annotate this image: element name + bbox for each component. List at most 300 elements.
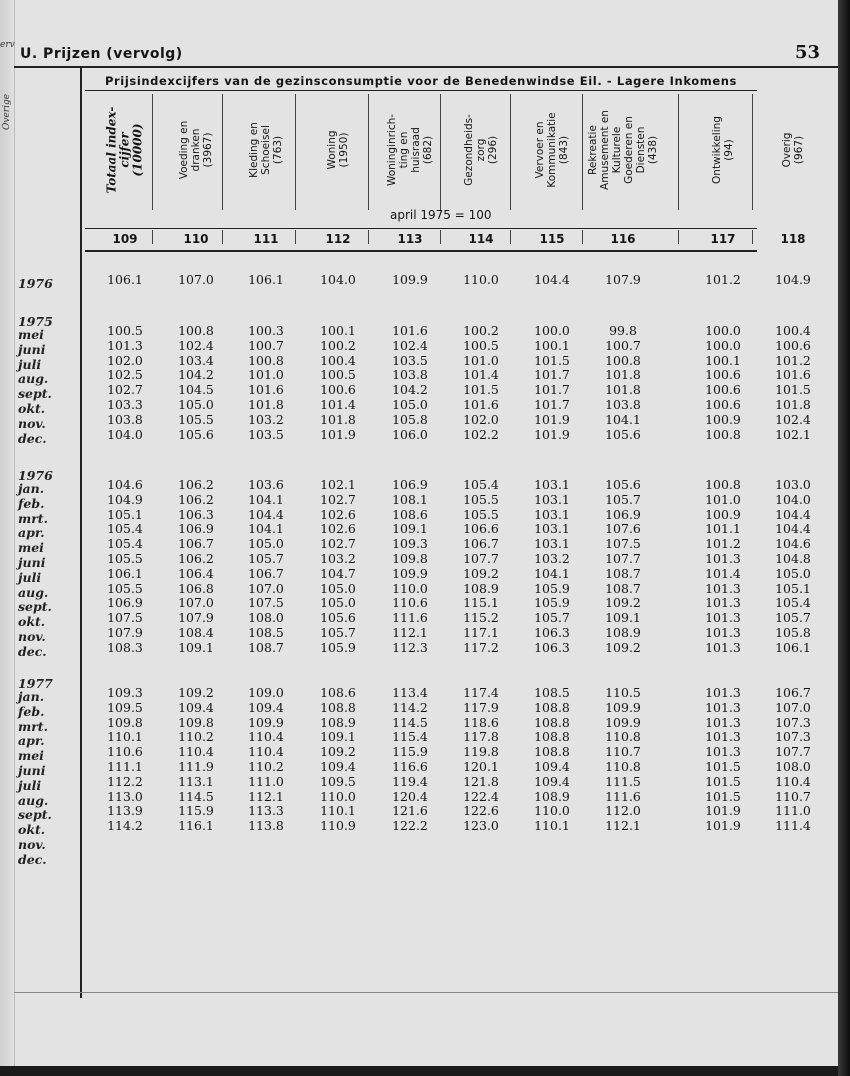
table-cell: 104.7: [320, 565, 356, 581]
table-cell: 109.2: [320, 744, 356, 760]
table-cell: 105.5: [178, 411, 214, 427]
table-cell: 106.9: [392, 477, 428, 492]
table-cell: 104.0: [320, 272, 356, 287]
column-number: 110: [183, 232, 209, 246]
table-cell: 106.7: [248, 565, 284, 581]
spine-text: Overige: [2, 93, 12, 130]
table-cell: 101.7: [534, 367, 570, 383]
table-cell: 109.9: [392, 565, 428, 581]
row-label: aug.: [18, 371, 49, 387]
table-cell: 110.7: [775, 788, 811, 804]
table-cell: 104.0: [775, 491, 811, 507]
table-cell: 112.1: [605, 818, 641, 834]
column-separator: [222, 94, 223, 210]
table-cell: 100.5: [107, 323, 143, 338]
table-cell: 101.3: [107, 337, 143, 353]
table-cell: 112.1: [392, 625, 428, 640]
column-number-separator: [752, 230, 753, 244]
row-label: juni: [18, 555, 46, 570]
table-cell: 109.4: [534, 773, 570, 789]
table-cell: 104.1: [605, 411, 641, 427]
table-cell: 108.8: [534, 699, 570, 715]
table-cell: 103.8: [605, 397, 641, 412]
table-cell: 99.8: [609, 323, 637, 338]
table-cell: 110.6: [392, 595, 428, 611]
table-cell: 106.3: [534, 625, 570, 640]
row-label: jan.: [18, 481, 45, 496]
column-header-113: [386, 94, 434, 206]
column-number: 109: [112, 232, 138, 246]
table-cell: 105.4: [775, 595, 811, 611]
table-cell: 106.2: [178, 477, 214, 492]
table-cell: 101.5: [705, 788, 741, 804]
table-cell: 103.2: [320, 551, 356, 566]
table-cell: 101.3: [705, 714, 741, 730]
table-cell: 101.3: [705, 685, 741, 700]
table-cell: 105.6: [605, 477, 641, 492]
column-header-text: Voeding en dranken (3967): [178, 120, 214, 180]
table-cell: 100.1: [320, 323, 356, 338]
row-label: dec.: [18, 430, 47, 446]
table-cell: 101.6: [775, 367, 811, 383]
table-cell: 118.6: [463, 714, 499, 730]
column-number: 113: [397, 232, 423, 246]
section-year-label: 1975: [18, 314, 53, 329]
table-cell: 105.5: [107, 551, 143, 566]
table-cell: 105.0: [320, 595, 356, 611]
table-cell: 100.2: [320, 337, 356, 353]
table-cell: 104.9: [775, 272, 811, 287]
table-cell: 108.6: [320, 685, 356, 700]
column-number: 111: [253, 232, 279, 246]
row-label: okt.: [18, 614, 46, 630]
table-cell: 107.5: [248, 595, 284, 611]
row-label: apr.: [18, 525, 45, 541]
table-cell: 114.5: [392, 714, 428, 730]
table-cell: 106.7: [178, 536, 214, 552]
row-label: feb.: [18, 703, 45, 719]
table-cell: 101.9: [705, 803, 741, 819]
table-cell: 110.1: [107, 729, 143, 745]
table-cell: 110.0: [534, 803, 570, 819]
table-cell: 109.1: [392, 521, 428, 537]
table-cell: 101.9: [320, 426, 356, 442]
table-cell: 104.6: [107, 477, 143, 492]
table-cell: 100.2: [463, 323, 499, 338]
table-cell: 100.3: [248, 323, 284, 338]
table-cell: 101.8: [248, 397, 284, 412]
table-cell: 105.0: [248, 536, 284, 552]
table-cell: 105.9: [320, 639, 356, 655]
table-cell: 109.3: [392, 536, 428, 552]
column-header-115: [534, 94, 570, 206]
table-cell: 105.9: [534, 595, 570, 611]
table-cell: 100.4: [775, 323, 811, 338]
table-cell: 100.6: [705, 367, 741, 383]
column-number: 116: [610, 232, 636, 246]
table-cell: 113.9: [107, 803, 143, 819]
column-header-109: [104, 94, 145, 206]
table-cell: 117.8: [463, 729, 499, 745]
row-label: nov.: [18, 629, 46, 644]
table-cell: 102.6: [320, 521, 356, 537]
table-cell: 108.3: [107, 639, 143, 655]
table-cell: 105.6: [178, 426, 214, 442]
table-cell: 104.4: [775, 521, 811, 537]
table-cell: 107.3: [775, 729, 811, 745]
table-cell: 101.8: [605, 367, 641, 383]
table-cell: 108.0: [248, 610, 284, 626]
table-cell: 110.9: [320, 818, 356, 834]
table-cell: 111.9: [178, 759, 214, 774]
table-cell: 102.4: [178, 337, 214, 353]
table-cell: 110.8: [605, 759, 641, 774]
table-cell: 109.5: [320, 773, 356, 789]
table-cell: 109.9: [248, 714, 284, 730]
table-cell: 103.2: [248, 411, 284, 427]
page-number: 53: [794, 42, 820, 63]
table-cell: 106.7: [775, 685, 811, 700]
table-cell: 122.4: [463, 788, 499, 804]
table-cell: 110.2: [178, 729, 214, 745]
column-header-111: [248, 94, 284, 206]
table-cell: 102.0: [107, 352, 143, 368]
table-cell: 106.1: [248, 272, 284, 287]
column-header-117: [711, 94, 735, 206]
table-cell: 110.4: [248, 729, 284, 745]
table-cell: 101.5: [705, 759, 741, 774]
table-cell: 111.6: [392, 610, 428, 626]
table-cell: 109.9: [392, 272, 428, 287]
row-label: juni: [18, 763, 46, 778]
table-cell: 104.2: [178, 367, 214, 383]
table-cell: 100.7: [248, 337, 284, 353]
column-number-separator: [222, 230, 223, 244]
table-cell: 101.6: [248, 382, 284, 398]
table-cell: 101.7: [534, 397, 570, 412]
table-cell: 120.4: [392, 788, 428, 804]
row-label: okt.: [18, 401, 46, 416]
table-cell: 100.8: [248, 352, 284, 368]
row-label: juni: [18, 341, 46, 357]
table-cell: 110.0: [320, 788, 356, 804]
table-cell: 121.6: [392, 803, 428, 819]
column-number-separator: [295, 230, 296, 244]
table-cell: 107.5: [605, 536, 641, 552]
table-cell: 109.4: [248, 699, 284, 715]
table-cell: 101.0: [705, 491, 741, 507]
column-separator: [582, 94, 583, 210]
table-cell: 108.8: [534, 744, 570, 760]
row-label: juli: [18, 569, 42, 585]
column-number-separator: [510, 230, 511, 244]
table-cell: 103.0: [775, 477, 811, 492]
table-cell: 108.6: [392, 506, 428, 522]
row-label: aug.: [18, 792, 49, 808]
table-cell: 112.0: [605, 803, 641, 819]
table-cell: 111.5: [605, 773, 641, 789]
table-cell: 101.4: [463, 367, 499, 383]
table-cell: 107.0: [178, 595, 214, 611]
row-label: mei: [18, 327, 44, 342]
table-cell: 101.8: [775, 397, 811, 412]
previous-page-edge: [0, 0, 15, 1066]
row-label: nov.: [18, 415, 46, 431]
base-rule: [85, 228, 757, 229]
table-cell: 100.8: [705, 477, 741, 492]
table-cell: 101.3: [705, 699, 741, 715]
stub-column-rule: [80, 66, 82, 998]
table-cell: 104.2: [392, 382, 428, 398]
column-separator: [510, 94, 511, 210]
table-cell: 110.4: [248, 744, 284, 760]
table-cell: 107.7: [463, 551, 499, 566]
table-cell: 107.5: [107, 610, 143, 626]
table-cell: 108.5: [534, 685, 570, 700]
table-cell: 109.8: [178, 714, 214, 730]
table-cell: 106.2: [178, 491, 214, 507]
table-cell: 100.5: [463, 337, 499, 353]
table-cell: 121.8: [463, 773, 499, 789]
table-cell: 100.4: [320, 352, 356, 368]
table-cell: 102.7: [320, 536, 356, 552]
table-cell: 115.4: [392, 729, 428, 745]
table-cell: 111.1: [107, 759, 143, 774]
table-cell: 105.9: [534, 580, 570, 596]
table-cell: 103.2: [534, 551, 570, 566]
table-cell: 116.6: [392, 759, 428, 774]
column-header-116: [587, 94, 659, 206]
table-cell: 101.7: [534, 382, 570, 398]
table-cell: 123.0: [463, 818, 499, 834]
row-label: juli: [18, 356, 42, 372]
bottom-rule: [14, 992, 838, 993]
table-cell: 106.8: [178, 580, 214, 596]
table-cell: 108.9: [320, 714, 356, 730]
column-separator: [678, 94, 679, 210]
table-cell: 100.6: [705, 397, 741, 412]
table-cell: 106.2: [178, 551, 214, 566]
table-cell: 110.0: [463, 272, 499, 287]
table-cell: 109.1: [178, 639, 214, 655]
table-cell: 115.2: [463, 610, 499, 626]
table-cell: 102.4: [775, 411, 811, 427]
table-cell: 101.6: [392, 323, 428, 338]
table-cell: 104.4: [775, 506, 811, 522]
table-cell: 117.2: [463, 639, 499, 655]
table-cell: 105.0: [178, 397, 214, 412]
table-cell: 101.5: [534, 352, 570, 368]
base-period-label: april 1975 = 100: [390, 208, 492, 222]
column-header-112: [326, 94, 350, 206]
column-header-text: Ontwikkeling (94): [711, 116, 735, 184]
table-cell: 101.6: [463, 397, 499, 412]
table-cell: 101.2: [775, 352, 811, 368]
table-cell: 104.1: [534, 565, 570, 581]
column-header-text: Rekreatie Amusement en Kulturele Goederen en Diensten (438): [587, 110, 659, 190]
table-cell: 113.4: [392, 685, 428, 700]
table-cell: 109.1: [320, 729, 356, 745]
row-label: sept.: [18, 807, 52, 823]
table-cell: 100.0: [705, 323, 741, 338]
table-cell: 110.7: [605, 744, 641, 760]
table-cell: 100.6: [320, 382, 356, 398]
table-cell: 100.1: [705, 352, 741, 368]
table-cell: 108.9: [605, 625, 641, 640]
table-cell: 114.2: [107, 818, 143, 834]
table-cell: 115.1: [463, 595, 499, 611]
column-number: 115: [539, 232, 565, 246]
table-cell: 108.9: [463, 580, 499, 596]
table-cell: 108.7: [248, 639, 284, 655]
table-cell: 101.5: [463, 382, 499, 398]
column-header-text: Overig (967): [781, 132, 805, 168]
table-cell: 100.6: [705, 382, 741, 398]
table-cell: 109.1: [605, 610, 641, 626]
table-cell: 100.6: [775, 337, 811, 353]
section-year-label: 1976: [18, 468, 53, 483]
row-label: aug.: [18, 584, 49, 600]
column-header-text: Totaal index- cijfer (10000): [104, 106, 145, 194]
table-cell: 106.3: [534, 639, 570, 655]
table-cell: 105.1: [107, 506, 143, 522]
row-label: apr.: [18, 733, 45, 749]
column-header-110: [178, 94, 214, 206]
column-separator: [752, 94, 753, 210]
table-cell: 105.7: [775, 610, 811, 626]
table-cell: 107.6: [605, 521, 641, 537]
table-cell: 110.0: [392, 580, 428, 596]
table-cell: 108.7: [605, 580, 641, 596]
table-cell: 107.7: [775, 744, 811, 760]
table-cell: 109.9: [605, 714, 641, 730]
table-cell: 113.1: [178, 773, 214, 789]
table-cell: 108.4: [178, 625, 214, 640]
page-title: U. Prijzen (vervolg): [20, 46, 183, 62]
table-cell: 105.5: [463, 491, 499, 507]
table-cell: 104.1: [248, 521, 284, 537]
column-number-rule: [85, 250, 757, 252]
row-label: sept.: [18, 599, 52, 615]
table-cell: 108.8: [534, 714, 570, 730]
column-number-separator: [440, 230, 441, 244]
table-cell: 109.4: [178, 699, 214, 715]
table-cell: 103.6: [248, 477, 284, 492]
table-cell: 100.9: [705, 411, 741, 427]
table-cell: 110.4: [775, 773, 811, 789]
table-cell: 109.8: [392, 551, 428, 566]
table-cell: 103.1: [534, 521, 570, 537]
column-number: 118: [780, 232, 806, 246]
table-cell: 106.1: [107, 272, 143, 287]
column-header-text: Gezondheids- zorg (296): [463, 114, 499, 186]
table-cell: 103.1: [534, 477, 570, 492]
table-cell: 117.1: [463, 625, 499, 640]
table-cell: 109.2: [605, 639, 641, 655]
table-cell: 115.9: [178, 803, 214, 819]
column-number: 112: [325, 232, 351, 246]
column-separator: [295, 94, 296, 210]
table-cell: 109.4: [534, 759, 570, 774]
table-cell: 107.9: [178, 610, 214, 626]
table-cell: 111.0: [775, 803, 811, 819]
column-number: 117: [710, 232, 736, 246]
table-cell: 101.3: [705, 551, 741, 566]
table-cell: 105.4: [107, 521, 143, 537]
table-cell: 110.5: [605, 685, 641, 700]
table-cell: 105.7: [534, 610, 570, 626]
table-cell: 103.5: [392, 352, 428, 368]
table-cell: 110.1: [320, 803, 356, 819]
column-separator: [368, 94, 369, 210]
row-label: mrt.: [18, 718, 48, 734]
table-cell: 110.4: [178, 744, 214, 760]
table-cell: 107.0: [775, 699, 811, 715]
table-cell: 101.2: [705, 272, 741, 287]
table-cell: 106.1: [775, 639, 811, 655]
table-cell: 111.4: [775, 818, 811, 834]
table-cell: 103.5: [248, 426, 284, 442]
table-cell: 105.0: [320, 580, 356, 596]
table-cell: 105.4: [463, 477, 499, 492]
column-number-separator: [368, 230, 369, 244]
row-label: dec.: [18, 643, 47, 659]
subtitle-rule: [85, 90, 757, 91]
table-cell: 109.9: [605, 699, 641, 715]
table-cell: 103.8: [107, 411, 143, 427]
table-cell: 105.1: [775, 580, 811, 596]
table-cell: 101.1: [705, 521, 741, 537]
table-cell: 102.0: [463, 411, 499, 427]
table-cell: 105.7: [320, 625, 356, 640]
table-cell: 100.0: [534, 323, 570, 338]
section-year-label: 1976: [18, 276, 53, 291]
table-cell: 101.8: [320, 411, 356, 427]
table-cell: 104.4: [534, 272, 570, 287]
table-cell: 109.2: [463, 565, 499, 581]
table-cell: 105.0: [392, 397, 428, 412]
table-cell: 104.4: [248, 506, 284, 522]
table-cell: 107.9: [107, 625, 143, 640]
table-subtitle: Prijsindexcijfers van de gezinsconsumptie voor de Benedenwindse Eil. - Lagere Inkomens: [104, 74, 738, 88]
table-cell: 101.3: [705, 639, 741, 655]
table-cell: 101.9: [534, 426, 570, 442]
row-label: dec.: [18, 851, 47, 867]
table-cell: 110.1: [534, 818, 570, 834]
table-cell: 101.3: [705, 610, 741, 626]
table-cell: 100.7: [605, 337, 641, 353]
table-cell: 112.3: [392, 639, 428, 655]
table-cell: 101.4: [705, 565, 741, 581]
table-cell: 109.5: [107, 699, 143, 715]
row-label: nov.: [18, 837, 46, 852]
table-cell: 102.7: [107, 382, 143, 398]
table-cell: 107.0: [178, 272, 214, 287]
table-cell: 101.5: [705, 773, 741, 789]
table-cell: 104.8: [775, 551, 811, 566]
table-cell: 109.4: [320, 759, 356, 774]
table-cell: 108.5: [248, 625, 284, 640]
table-cell: 113.8: [248, 818, 284, 834]
table-cell: 114.2: [392, 699, 428, 715]
table-cell: 109.8: [107, 714, 143, 730]
table-cell: 106.7: [463, 536, 499, 552]
table-cell: 107.7: [605, 551, 641, 566]
table-cell: 102.5: [107, 367, 143, 383]
table-cell: 100.5: [320, 367, 356, 383]
table-cell: 106.9: [107, 595, 143, 611]
table-cell: 119.8: [463, 744, 499, 760]
